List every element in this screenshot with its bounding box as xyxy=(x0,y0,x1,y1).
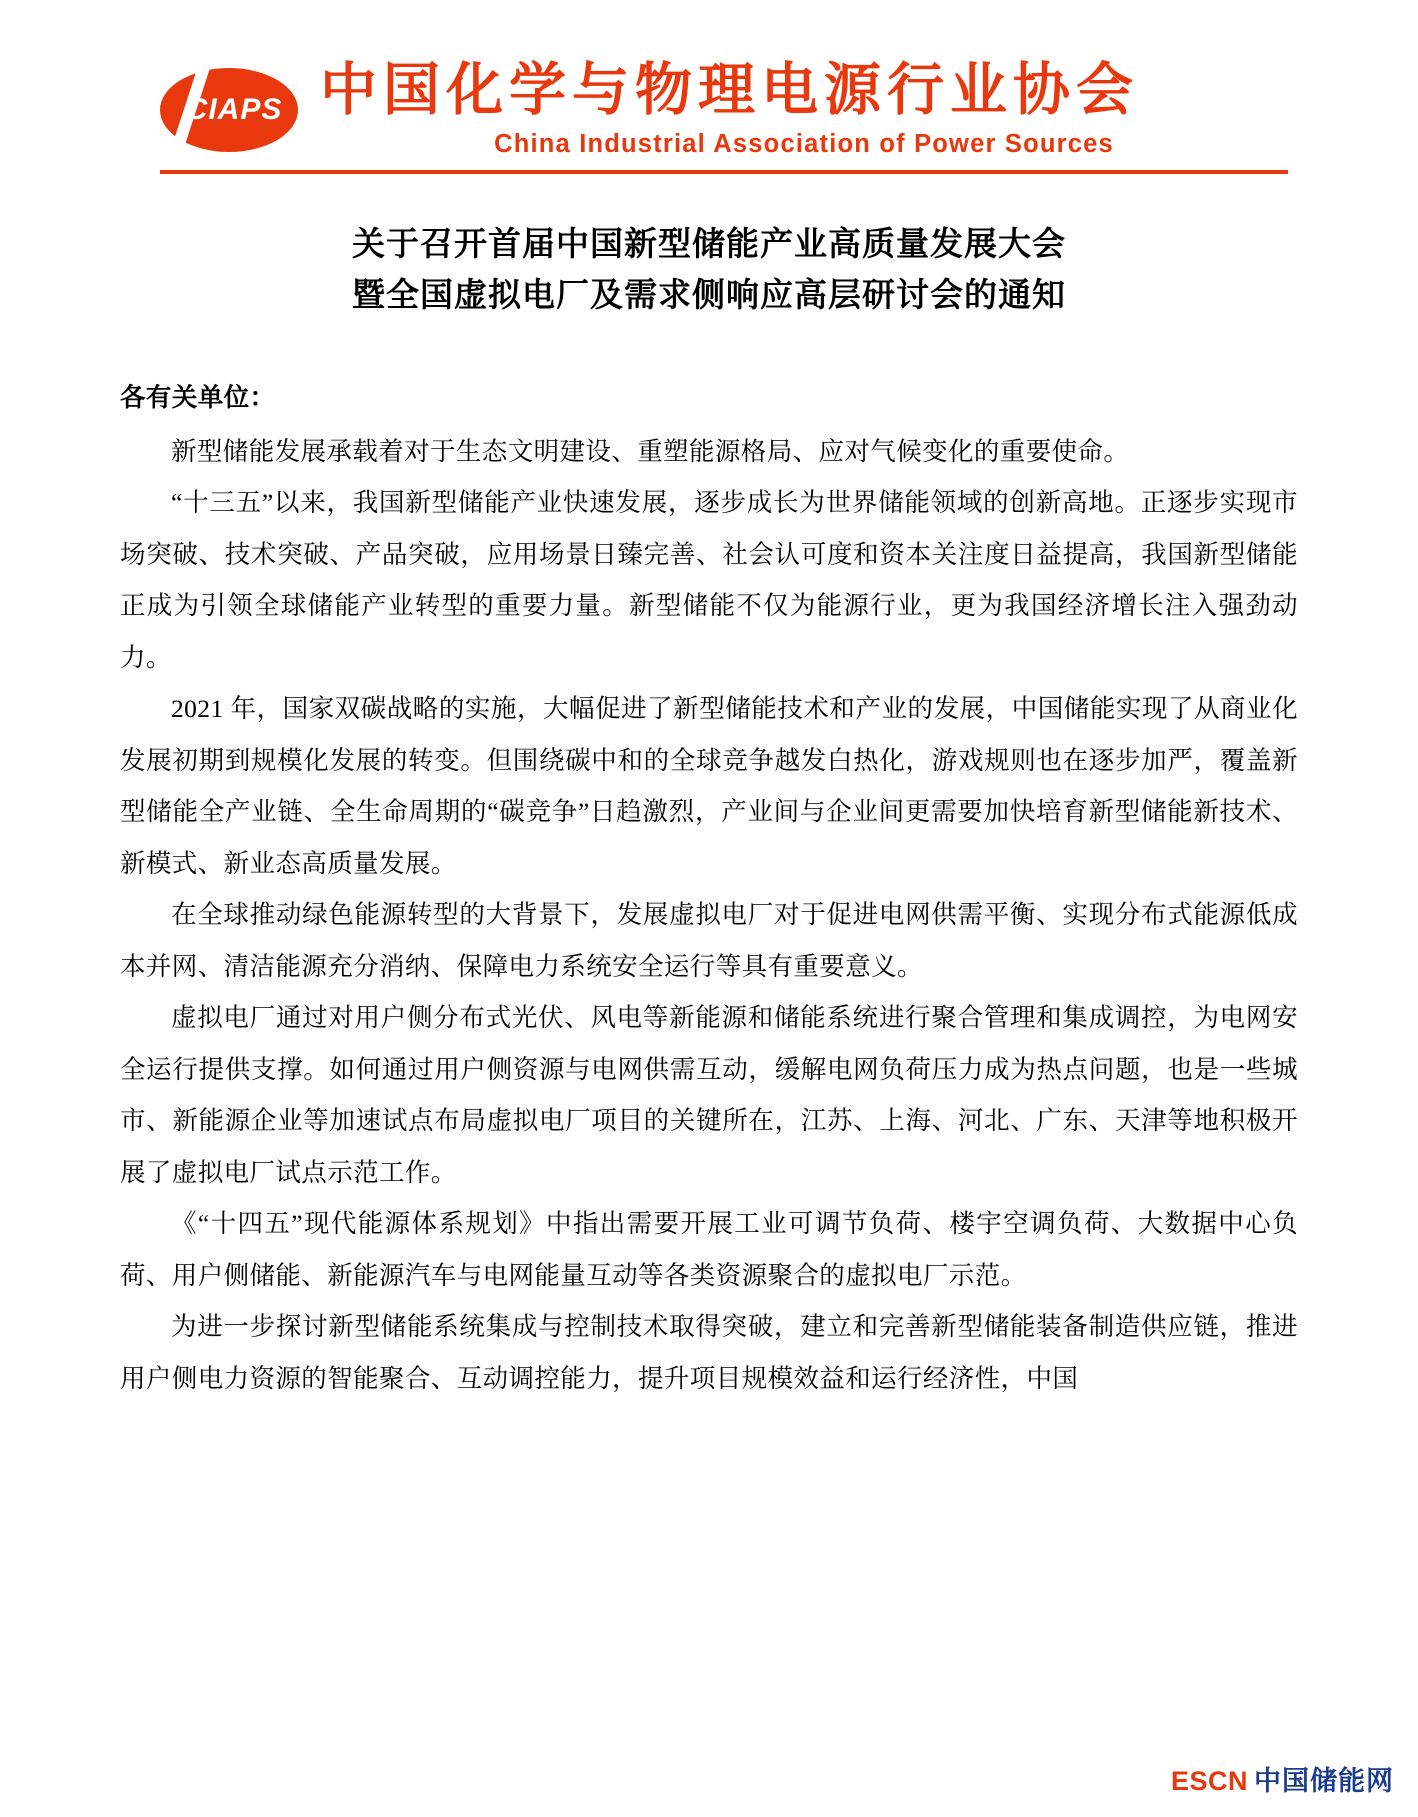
letterhead xyxy=(120,0,1298,174)
watermark-brand-cn: 中国储能网 xyxy=(1254,1766,1394,1796)
page-title xyxy=(120,218,1298,320)
org-name-en: China Industrial Association of Power Sources xyxy=(494,130,1114,159)
body-paragraph: “十三五”以来，我国新型储能产业快速发展，逐步成长为世界储能领域的创新高地。正逐步实现市场突破、技术突破、产品突破，应用场景日臻完善、社会认可度和资本关注度日益提高，我国新型储能正成为引领全球储能产业转型的重要力量。新型储能不仅为能源行业，更为我国经济增长注入强劲动力。 xyxy=(120,488,1298,672)
logo-acronym: CIAPS xyxy=(185,93,283,126)
ciaps-logo-icon xyxy=(160,60,298,160)
letterhead-titles xyxy=(320,58,1288,160)
body-paragraph: 新型储能发展承载着对于生态文明建设、重塑能源格局、应对气候变化的重要使命。 xyxy=(171,436,1130,466)
watermark-brand-en: ESCN xyxy=(1170,1766,1248,1796)
org-name-cn: 中国化学与物理电源行业协会 xyxy=(320,58,1139,122)
page-title-line-2: 暨全国虚拟电厂及需求侧响应高层研讨会的通知 xyxy=(352,275,1066,315)
body-paragraph: 在全球推动绿色能源转型的大背景下，发展虚拟电厂对于促进电网供需平衡、实现分布式能源低成本并网、清洁能源充分消纳、保障电力系统安全运行等具有重要意义。 xyxy=(120,900,1298,981)
source-watermark xyxy=(1171,1768,1394,1795)
document-body xyxy=(120,372,1298,1404)
body-paragraph: 为进一步探讨新型储能系统集成与控制技术取得突破，建立和完善新型储能装备制造供应链，推进用户侧电力资源的智能聚合、互动调控能力，提升项目规模效益和运行经济性，中国 xyxy=(120,1312,1298,1393)
body-paragraph: 《“十四五”现代能源体系规划》中指出需要开展工业可调节负荷、楼宇空调负荷、大数据中心负荷、用户侧储能、新能源汽车与电网能量互动等各类资源聚合的虚拟电厂示范。 xyxy=(120,1209,1298,1290)
body-paragraph: 2021 年，国家双碳战略的实施，大幅促进了新型储能技术和产业的发展，中国储能实现了从商业化发展初期到规模化发展的转变。但围绕碳中和的全球竞争越发白热化，游戏规则也在逐步加严，覆盖新型储能全产业链、全生命周期的“碳竞争”日趋激烈，产业间与企业间更需要加快培育新型储能新技术、新模式、新业态高质量发展。 xyxy=(120,694,1298,878)
letterhead-row xyxy=(160,60,1288,160)
body-paragraph: 虚拟电厂通过对用户侧分布式光伏、风电等新能源和储能系统进行聚合管理和集成调控，为电网安全运行提供支撑。如何通过用户侧资源与电网供需互动，缓解电网负荷压力成为热点问题，也是一些城市、新能源企业等加速试点布局虚拟电厂项目的关键所在，江苏、上海、河北、广东、天津等地积极开展了虚拟电厂试点示范工作。 xyxy=(120,1003,1298,1187)
letterhead-divider xyxy=(160,170,1288,174)
salutation: 各有关单位： xyxy=(120,383,276,413)
page-title-line-1: 关于召开首届中国新型储能产业高质量发展大会 xyxy=(352,224,1066,263)
